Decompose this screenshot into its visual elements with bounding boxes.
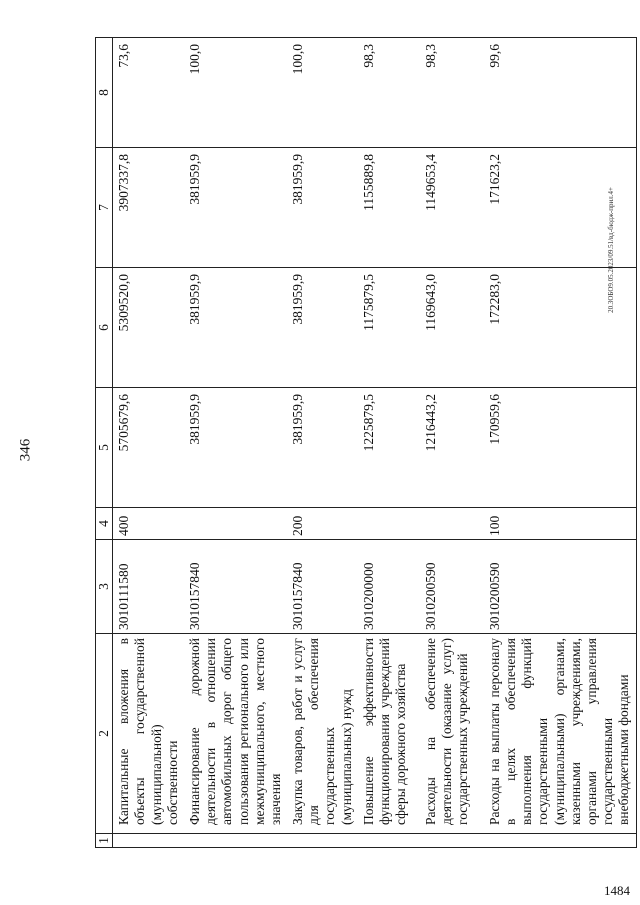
table-row [184, 38, 287, 848]
header-cell: 2 [96, 634, 113, 834]
percent-cell: 99,6 [484, 38, 636, 148]
value-cell: 381959,9 [287, 148, 358, 268]
value-cell: 381959,9 [184, 148, 287, 268]
name-cell: Закупка товаров, работ и услуг для обеспечения государственных (муниципальных) нужд [287, 634, 358, 834]
budget-table [95, 37, 637, 848]
value-cell: 381959,9 [184, 388, 287, 508]
document-id: 20.ЗОБО9.05.2023/09.51/вд-бюдж-прил.4+ [607, 187, 615, 313]
index-cell [287, 834, 358, 848]
index-cell [358, 834, 420, 848]
code-cell: 3010111580 [113, 540, 184, 634]
table-row [287, 38, 358, 848]
header-cell: 5 [96, 388, 113, 508]
header-cell: 7 [96, 148, 113, 268]
type-cell: 200 [287, 508, 358, 540]
index-cell [484, 834, 636, 848]
name-cell: Капитальные вложения в объекты государственной (муниципальной) собственности [113, 634, 184, 834]
value-cell: 5309520,0 [113, 268, 184, 388]
value-cell: 3907337,8 [113, 148, 184, 268]
percent-cell: 98,3 [358, 38, 420, 148]
sheet-number: 1484 [604, 883, 630, 898]
name-cell: Финансирование дорожной деятельности в отношении автомобильных дорог общего пользования регионального или межмуниципального, местного значения [184, 634, 287, 834]
value-cell: 1225879,5 [358, 388, 420, 508]
table-row [484, 38, 636, 848]
index-cell [113, 834, 184, 848]
type-cell [184, 508, 287, 540]
value-cell: 1175879,5 [358, 268, 420, 388]
table-row [358, 38, 420, 848]
page-number: 346 [17, 438, 34, 462]
code-cell: 3010200590 [420, 540, 484, 634]
percent-cell: 98,3 [420, 38, 484, 148]
value-cell: 381959,9 [287, 268, 358, 388]
percent-cell: 100,0 [184, 38, 287, 148]
header-cell: 8 [96, 38, 113, 148]
header-cell: 4 [96, 508, 113, 540]
value-cell: 5705679,6 [113, 388, 184, 508]
name-cell: Расходы на обеспечение деятельности (оказание услуг) государственных учреждений [420, 634, 484, 834]
header-cell: 6 [96, 268, 113, 388]
table-row [113, 38, 184, 848]
type-cell: 100 [484, 508, 636, 540]
header-cell: 3 [96, 540, 113, 634]
index-cell [184, 834, 287, 848]
code-cell: 3010157840 [184, 540, 287, 634]
name-cell: Расходы на выплаты персоналу в целях обеспечения выполнения функций государственными (муниципальными) органами, казенными учреждениями, органами управления государственными внебюджетными фондами [484, 634, 636, 834]
name-cell: Повышение эффективности функционирования учреждений сферы дорожного хозяйства [358, 634, 420, 834]
value-cell: 171623,2 [484, 148, 636, 268]
table-row [420, 38, 484, 848]
header-row [96, 38, 113, 848]
value-cell: 172283,0 [484, 268, 636, 388]
value-cell: 1149653,4 [420, 148, 484, 268]
code-cell: 3010157840 [287, 540, 358, 634]
type-cell [358, 508, 420, 540]
value-cell: 1169643,0 [420, 268, 484, 388]
type-cell: 400 [113, 508, 184, 540]
value-cell: 1155889,8 [358, 148, 420, 268]
percent-cell: 100,0 [287, 38, 358, 148]
value-cell: 170959,6 [484, 388, 636, 508]
code-cell: 3010200590 [484, 540, 636, 634]
code-cell: 3010200000 [358, 540, 420, 634]
percent-cell: 73,6 [113, 38, 184, 148]
value-cell: 1216443,2 [420, 388, 484, 508]
header-cell: 1 [96, 834, 113, 848]
value-cell: 381959,9 [184, 268, 287, 388]
index-cell [420, 834, 484, 848]
value-cell: 381959,9 [287, 388, 358, 508]
type-cell [420, 508, 484, 540]
